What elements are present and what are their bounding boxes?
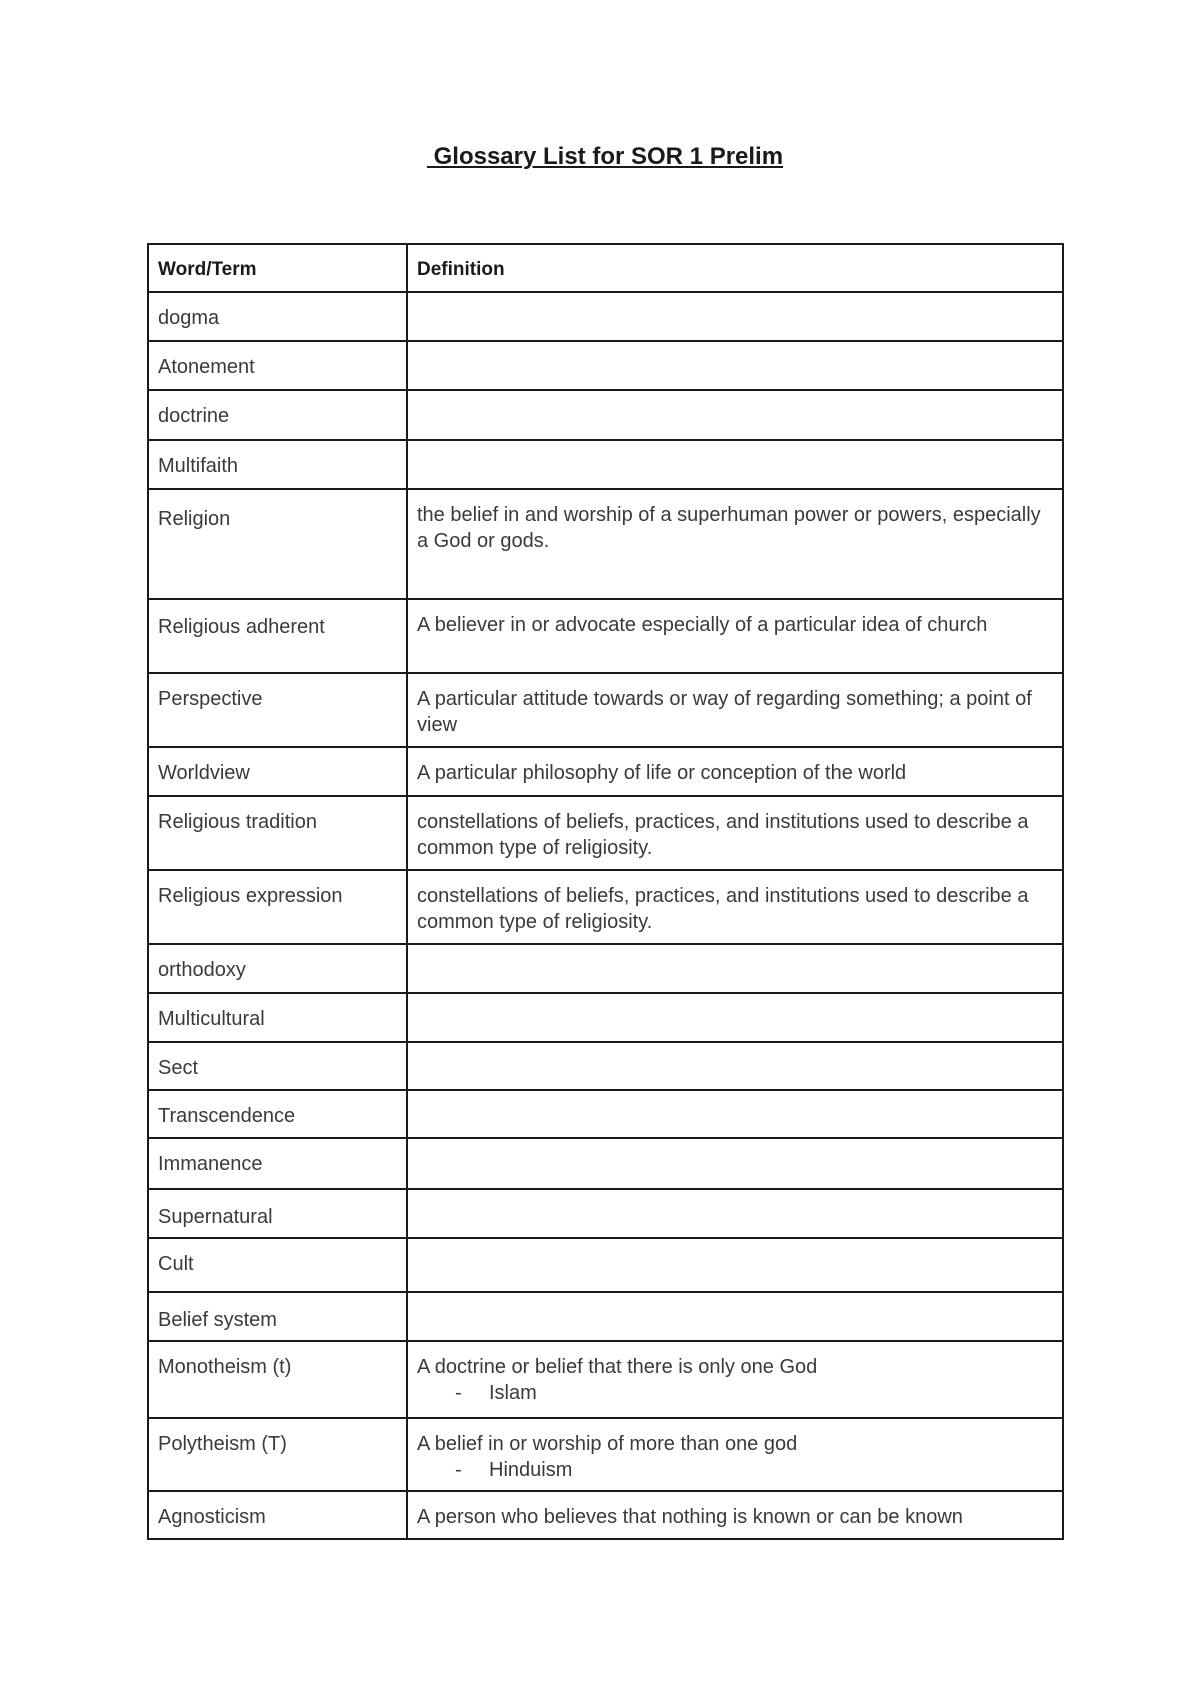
table-row (148, 747, 1063, 796)
definition-cell (407, 1042, 1063, 1090)
term-cell: Multifaith (148, 440, 407, 489)
definition-cell (407, 1090, 1063, 1138)
table-row (148, 796, 1063, 870)
definition-cell (407, 993, 1063, 1042)
term-cell: Transcendence (148, 1090, 407, 1138)
term-cell: Atonement (148, 341, 407, 390)
definition-cell (407, 292, 1063, 341)
page-title: Glossary List for SOR 1 Prelim (426, 143, 784, 170)
table-row (148, 1090, 1063, 1138)
definition-cell (407, 1238, 1063, 1292)
dash-bullet: - (455, 1382, 462, 1404)
term-cell: Religion (148, 489, 407, 599)
definition-text: A believer in or advocate especially of a particular idea of church (417, 614, 988, 636)
definition-cell (407, 1292, 1063, 1341)
table-row (148, 944, 1063, 993)
term-cell: doctrine (148, 390, 407, 440)
term-cell: Religious tradition (148, 796, 407, 870)
definition-cell (407, 1138, 1063, 1189)
table-row (148, 673, 1063, 747)
sub-item-text: Hinduism (489, 1459, 573, 1481)
definition-text: A particular philosophy of life or conception of the world (417, 762, 907, 784)
table-row (148, 440, 1063, 489)
definition-cell (407, 341, 1063, 390)
sub-item-text: Islam (489, 1382, 537, 1404)
definition-text: A person who believes that nothing is known or can be known (417, 1506, 963, 1528)
definition-cell (407, 796, 1063, 870)
term-cell: Perspective (148, 673, 407, 747)
definition-text: A doctrine or belief that there is only one God (417, 1356, 818, 1378)
table-row (148, 1292, 1063, 1341)
definition-text: the belief in and worship of a superhuman power or powers, especially a God or gods. (417, 504, 1041, 552)
header-term: Word/Term (148, 244, 407, 292)
table-row (148, 489, 1063, 599)
table-row (148, 599, 1063, 673)
term-cell: Agnosticism (148, 1491, 407, 1539)
definition-text: A belief in or worship of more than one god (417, 1433, 798, 1455)
definition-cell (407, 599, 1063, 673)
definition-cell (407, 673, 1063, 747)
term-cell: Worldview (148, 747, 407, 796)
definition-sub-item (417, 1457, 1053, 1483)
term-cell: Polytheism (T) (148, 1418, 407, 1491)
term-cell: Cult (148, 1238, 407, 1292)
term-cell: Belief system (148, 1292, 407, 1341)
definition-cell (407, 944, 1063, 993)
term-cell: Sect (148, 1042, 407, 1090)
glossary-table (147, 243, 1064, 1540)
definition-cell (407, 1418, 1063, 1491)
definition-cell (407, 489, 1063, 599)
definition-cell (407, 1341, 1063, 1418)
table-row (148, 870, 1063, 944)
table-row (148, 1341, 1063, 1418)
term-cell: Multicultural (148, 993, 407, 1042)
table-row (148, 1238, 1063, 1292)
table-row (148, 1491, 1063, 1539)
definition-cell (407, 1491, 1063, 1539)
term-cell: Immanence (148, 1138, 407, 1189)
definition-cell (407, 747, 1063, 796)
table-row (148, 292, 1063, 341)
term-cell: Monotheism (t) (148, 1341, 407, 1418)
table-row (148, 341, 1063, 390)
definition-sub-item (417, 1380, 1053, 1406)
table-row (148, 1138, 1063, 1189)
definition-cell (407, 1189, 1063, 1238)
definition-cell (407, 390, 1063, 440)
definition-cell (407, 440, 1063, 489)
term-cell: Religious adherent (148, 599, 407, 673)
table-row (148, 1189, 1063, 1238)
header-definition: Definition (407, 244, 1063, 292)
table-header-row (148, 244, 1063, 292)
term-cell: dogma (148, 292, 407, 341)
definition-text: constellations of beliefs, practices, and institutions used to describe a common type of religiosity. (417, 811, 1029, 859)
term-cell: Supernatural (148, 1189, 407, 1238)
table-row (148, 1042, 1063, 1090)
definition-text: A particular attitude towards or way of regarding something; a point of view (417, 688, 1032, 736)
table-row (148, 993, 1063, 1042)
dash-bullet: - (455, 1459, 462, 1481)
definition-text: constellations of beliefs, practices, and institutions used to describe a common type of religiosity. (417, 885, 1029, 933)
table-row (148, 1418, 1063, 1491)
table-row (148, 390, 1063, 440)
term-cell: Religious expression (148, 870, 407, 944)
term-cell: orthodoxy (148, 944, 407, 993)
definition-cell (407, 870, 1063, 944)
